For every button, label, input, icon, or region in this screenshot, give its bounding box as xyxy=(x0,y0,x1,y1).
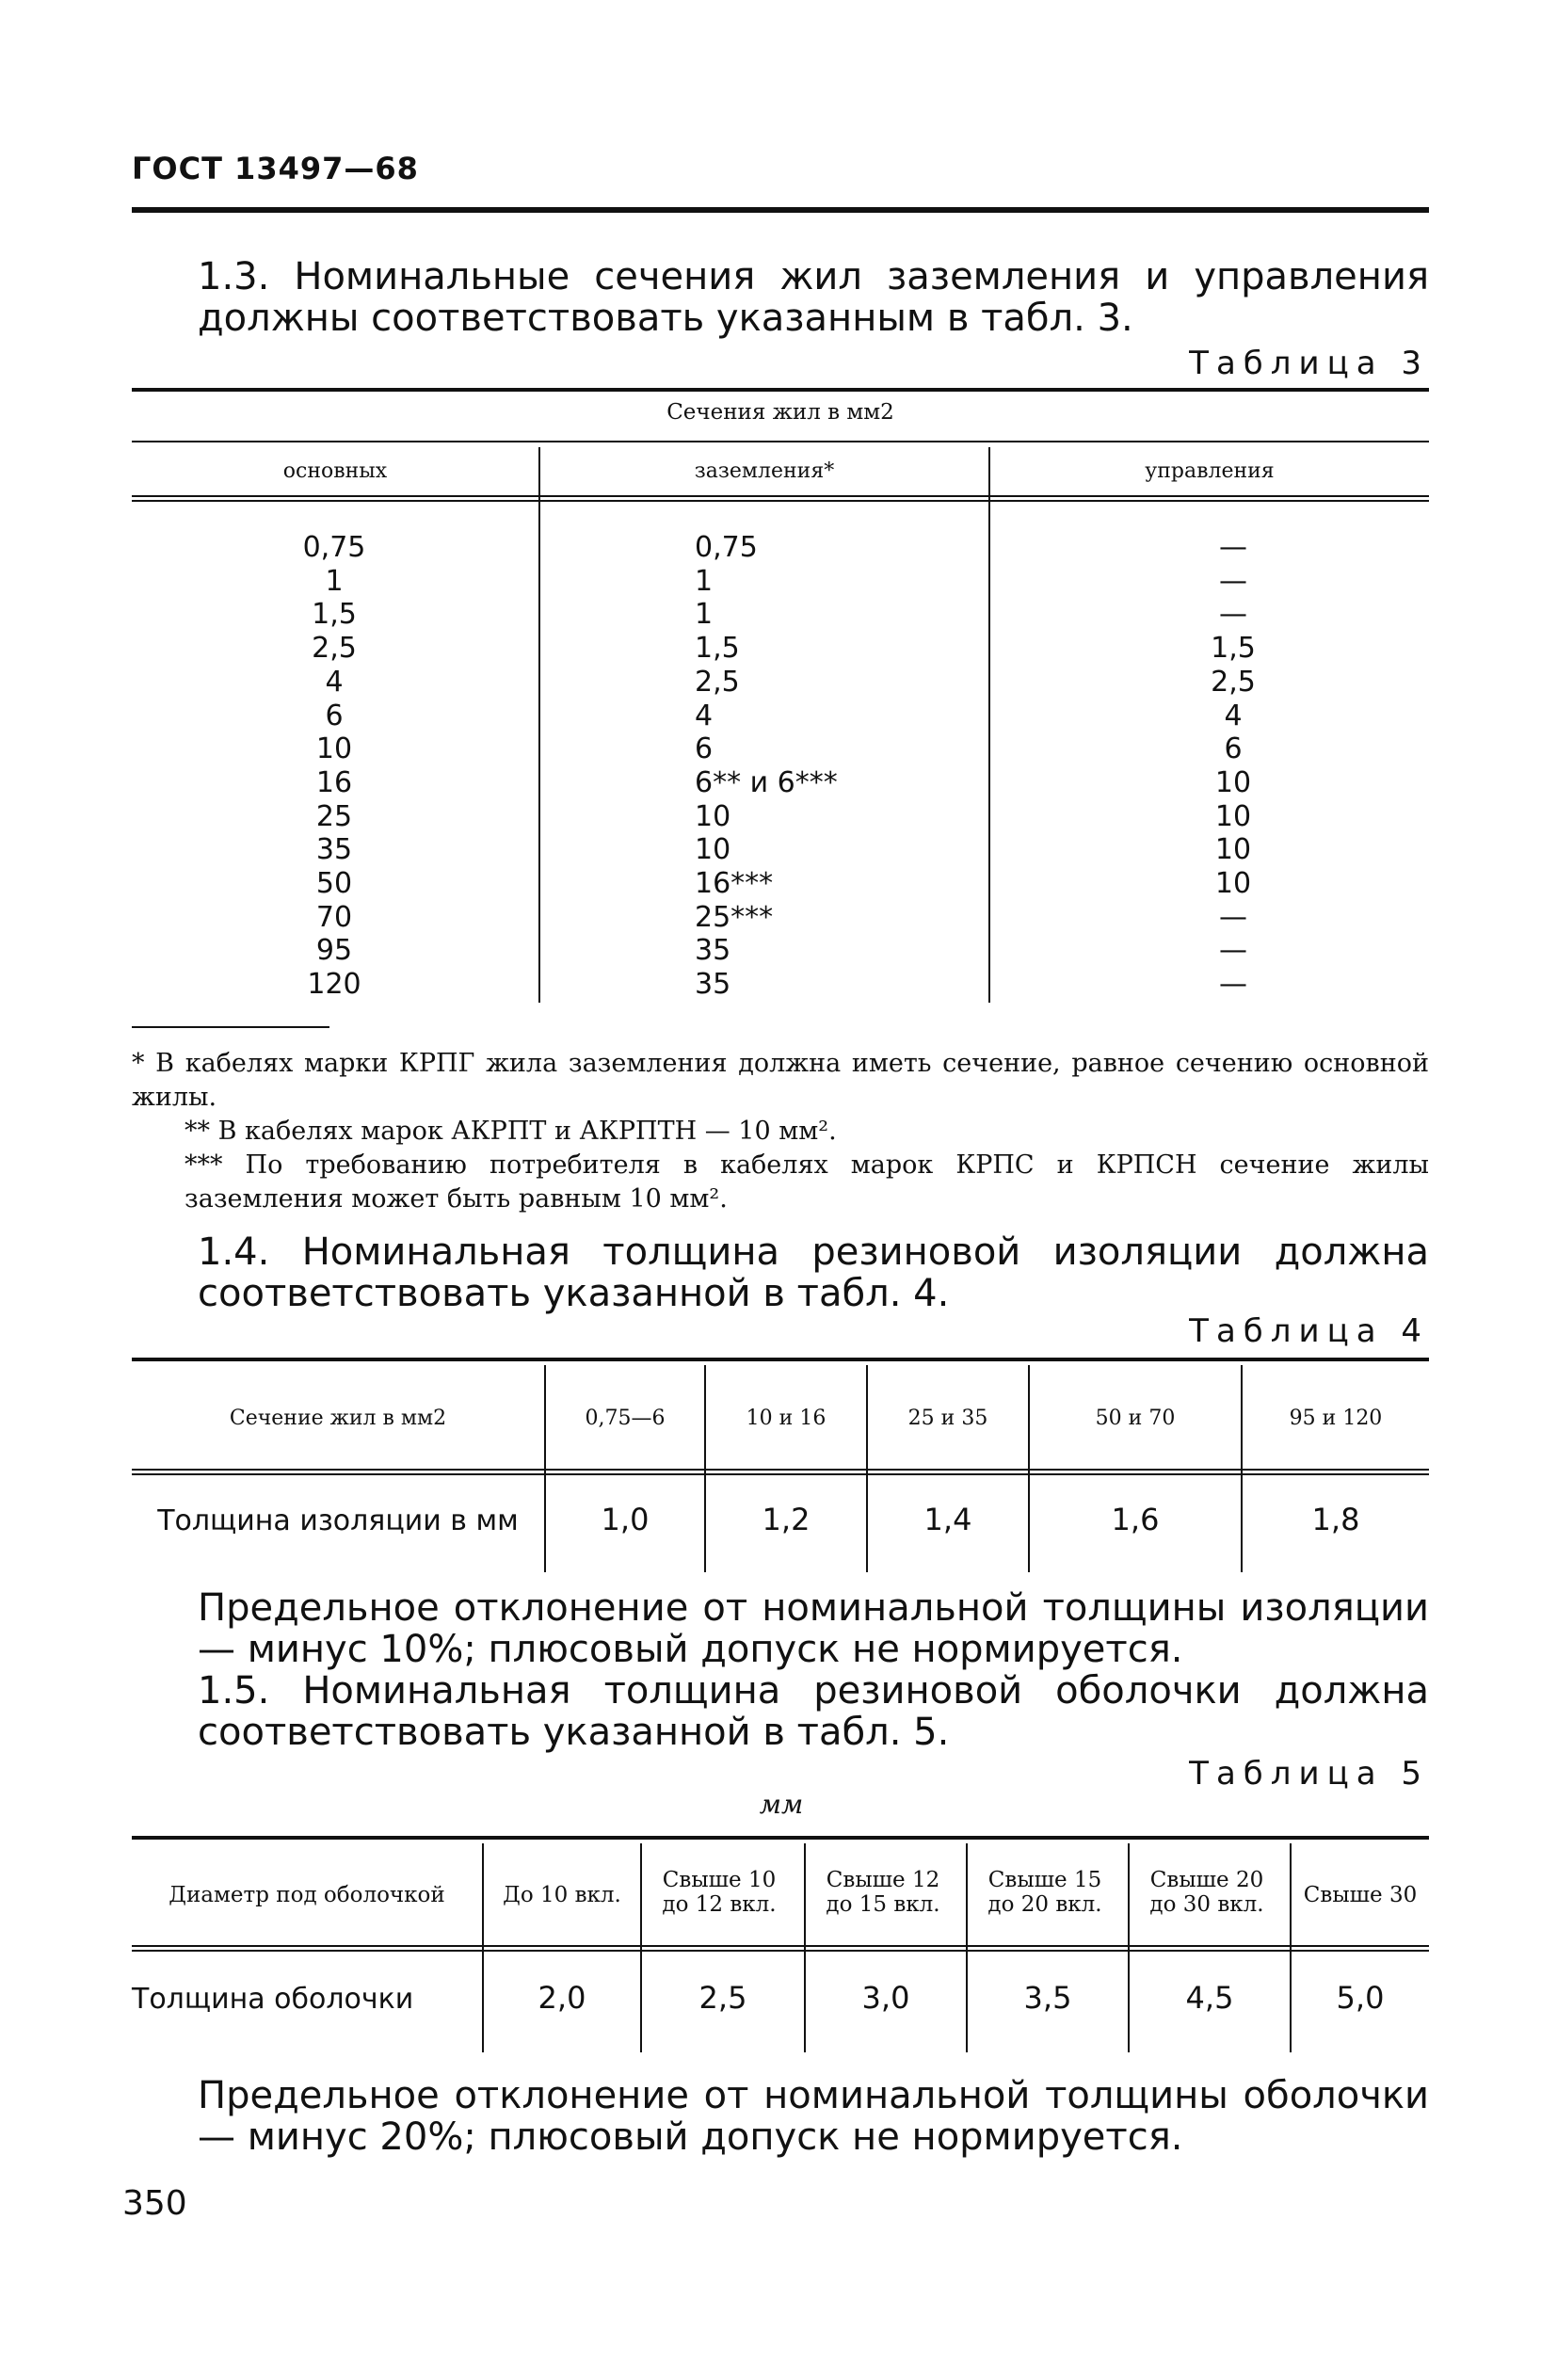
table4-row2-label: Толщина изоляции в мм xyxy=(157,1504,519,1537)
table3-control-cell: — xyxy=(1219,531,1247,564)
table3-control-cell: 10 xyxy=(1214,799,1252,833)
table3-main-cell: 95 xyxy=(315,934,353,968)
table3-title: Таблица 3 xyxy=(1189,345,1429,382)
table3-main-cell: 4 xyxy=(325,665,344,699)
table3-divider-1 xyxy=(538,447,540,1003)
header-rule xyxy=(132,207,1429,213)
table3-main-cell: 1 xyxy=(325,564,344,598)
table3-main-cell: 0,75 xyxy=(302,531,366,564)
table3-column-main-values xyxy=(282,531,386,1002)
section-1-3-paragraph xyxy=(132,256,1429,339)
table5-top-rule xyxy=(132,1836,1429,1840)
table3-ground-cell: 6** и 6*** xyxy=(695,765,838,799)
table4-r2-c2: 1,2 xyxy=(762,1502,811,1537)
table3-main-cell: 120 xyxy=(307,968,361,1002)
document-header: ГОСТ 13497—68 xyxy=(132,151,419,186)
table5-title: Таблица 5 xyxy=(1189,1755,1429,1793)
table4-r2-c5: 1,8 xyxy=(1311,1502,1360,1537)
table5-r2-c1: 2,0 xyxy=(538,1980,586,2016)
table5-header-rule xyxy=(132,1945,1429,1952)
table3-main-cell: 25 xyxy=(315,799,353,833)
table3-ground-cell: 10 xyxy=(695,799,731,833)
footnote-2: ** В кабелях марок АКРПТ и АКРПТН — 10 мм². xyxy=(185,1117,837,1146)
table3-control-cell: — xyxy=(1219,968,1247,1002)
table5-r2-c3: 3,0 xyxy=(861,1980,910,2016)
table5-r1-c4: Свыше 15 до 20 вкл. xyxy=(987,1868,1102,1917)
table4-r1-c1: 0,75—6 xyxy=(585,1407,666,1430)
table3-control-cell: — xyxy=(1219,564,1247,598)
table3-column-control-values xyxy=(1181,531,1285,1002)
table5-r2-c4: 3,5 xyxy=(1023,1980,1072,2016)
table3-control-cell: 10 xyxy=(1214,833,1252,867)
table5-r1-c5: Свыше 20 до 30 вкл. xyxy=(1149,1868,1264,1917)
section-1-5-text: 1.5. Номинальная толщина резиновой оболочки должна соответствовать указанной в табл. 5. xyxy=(198,1669,1429,1754)
table3-control-cell: 4 xyxy=(1224,699,1243,732)
table4-r1-c2: 10 и 16 xyxy=(746,1407,827,1430)
paragraph-after-table4 xyxy=(132,1587,1429,1670)
table3-control-cell: 6 xyxy=(1224,732,1243,766)
table4-r2-c1: 1,0 xyxy=(601,1502,650,1537)
table3-header-rule xyxy=(132,495,1429,502)
table3-control-cell: 2,5 xyxy=(1211,665,1256,699)
page-number: 350 xyxy=(122,2184,187,2223)
table4-row1-label: Сечение жил в мм2 xyxy=(229,1407,447,1430)
table5-r1-c2: Свыше 10 до 12 вкл. xyxy=(662,1868,777,1917)
section-1-4-text: 1.4. Номинальная толщина резиновой изоляции должна соответствовать указанной в табл. 4. xyxy=(198,1230,1429,1315)
sheath-tolerance-text: Предельное отклонение от номинальной толщины оболочки — минус 20%; плюсовый допуск не нормируется. xyxy=(198,2074,1429,2159)
table3-main-cell: 10 xyxy=(315,732,353,766)
table3-control-cell: — xyxy=(1219,934,1247,968)
table3-ground-cell: 2,5 xyxy=(695,665,740,699)
isolation-tolerance-text: Предельное отклонение от номинальной толщины изоляции — минус 10%; плюсовый допуск не нормируется. xyxy=(198,1586,1429,1671)
table3-ground-cell: 6 xyxy=(695,732,714,766)
table5-r1-c6: Свыше 30 xyxy=(1303,1883,1418,1907)
footnote-rule xyxy=(132,1026,329,1028)
footnote-1: * В кабелях марки КРПГ жила заземления должна иметь сечение, равное сечению основной жилы. xyxy=(132,1049,1429,1112)
table4-r1-c5: 95 и 120 xyxy=(1289,1407,1383,1430)
table4-top-rule xyxy=(132,1358,1429,1361)
table3-top-rule xyxy=(132,388,1429,392)
section-1-4-paragraph xyxy=(132,1231,1429,1314)
table4-r2-c3: 1,4 xyxy=(923,1502,972,1537)
table3-control-cell: 10 xyxy=(1214,867,1252,901)
table3-ground-cell: 1,5 xyxy=(695,632,740,666)
table3-group-rule xyxy=(132,441,1429,442)
table3-ground-cell: 4 xyxy=(695,699,714,732)
table5-r1-c3: Свыше 12 до 15 вкл. xyxy=(826,1868,940,1917)
table3-group-header: Сечения жил в мм2 xyxy=(666,400,894,425)
table3-col-ground: заземления* xyxy=(694,459,835,483)
paragraph-after-table5 xyxy=(132,2075,1429,2158)
table5-unit: мм xyxy=(759,1789,804,1820)
table3-control-cell: 1,5 xyxy=(1211,632,1256,666)
table4-header-rule xyxy=(132,1469,1429,1475)
table3-main-cell: 50 xyxy=(315,867,353,901)
table3-ground-cell: 35 xyxy=(695,968,731,1002)
table3-main-cell: 6 xyxy=(325,699,344,732)
table3-divider-2 xyxy=(988,447,990,1003)
table5-r1-c1: До 10 вкл. xyxy=(503,1883,621,1907)
table3-ground-cell: 25*** xyxy=(695,900,774,934)
table3-col-main: основных xyxy=(282,459,388,483)
table5-row2-label: Толщина оболочки xyxy=(132,1983,414,2016)
table3-ground-cell: 0,75 xyxy=(695,531,758,564)
table5-r2-c2: 2,5 xyxy=(698,1980,747,2016)
section-1-3-text: 1.3. Номинальные сечения жил заземления и управления должны соответствовать указанным в табл. 3. xyxy=(198,255,1429,340)
table4-r1-c3: 25 и 35 xyxy=(907,1407,988,1430)
table4-r1-c4: 50 и 70 xyxy=(1095,1407,1176,1430)
table3-column-ground-values xyxy=(695,531,939,1002)
table3-main-cell: 35 xyxy=(315,833,353,867)
table3-control-cell: — xyxy=(1219,598,1247,632)
table3-ground-cell: 16*** xyxy=(695,867,774,901)
section-1-5-paragraph xyxy=(132,1670,1429,1753)
table3-col-control: управления xyxy=(1145,459,1275,483)
table4-r2-c4: 1,6 xyxy=(1111,1502,1160,1537)
table3-control-cell: — xyxy=(1219,900,1247,934)
table3-main-cell: 70 xyxy=(315,900,353,934)
table3-main-cell: 2,5 xyxy=(312,632,357,666)
table5-row1-label: Диаметр под оболочкой xyxy=(169,1883,445,1907)
table5-r2-c6: 5,0 xyxy=(1336,1980,1385,2016)
table3-ground-cell: 1 xyxy=(695,564,714,598)
table3-control-cell: 10 xyxy=(1214,765,1252,799)
footnote-3: *** По требованию потребителя в кабелях марок КРПС и КРПСН сечение жилы заземления может быть равным 10 мм². xyxy=(185,1150,1429,1214)
table3-ground-cell: 35 xyxy=(695,934,731,968)
table3-ground-cell: 10 xyxy=(695,833,731,867)
table3-ground-cell: 1 xyxy=(695,598,714,632)
table3-main-cell: 16 xyxy=(315,765,353,799)
table3-main-cell: 1,5 xyxy=(312,598,357,632)
table4-title: Таблица 4 xyxy=(1189,1312,1429,1350)
table5-r2-c5: 4,5 xyxy=(1185,1980,1234,2016)
